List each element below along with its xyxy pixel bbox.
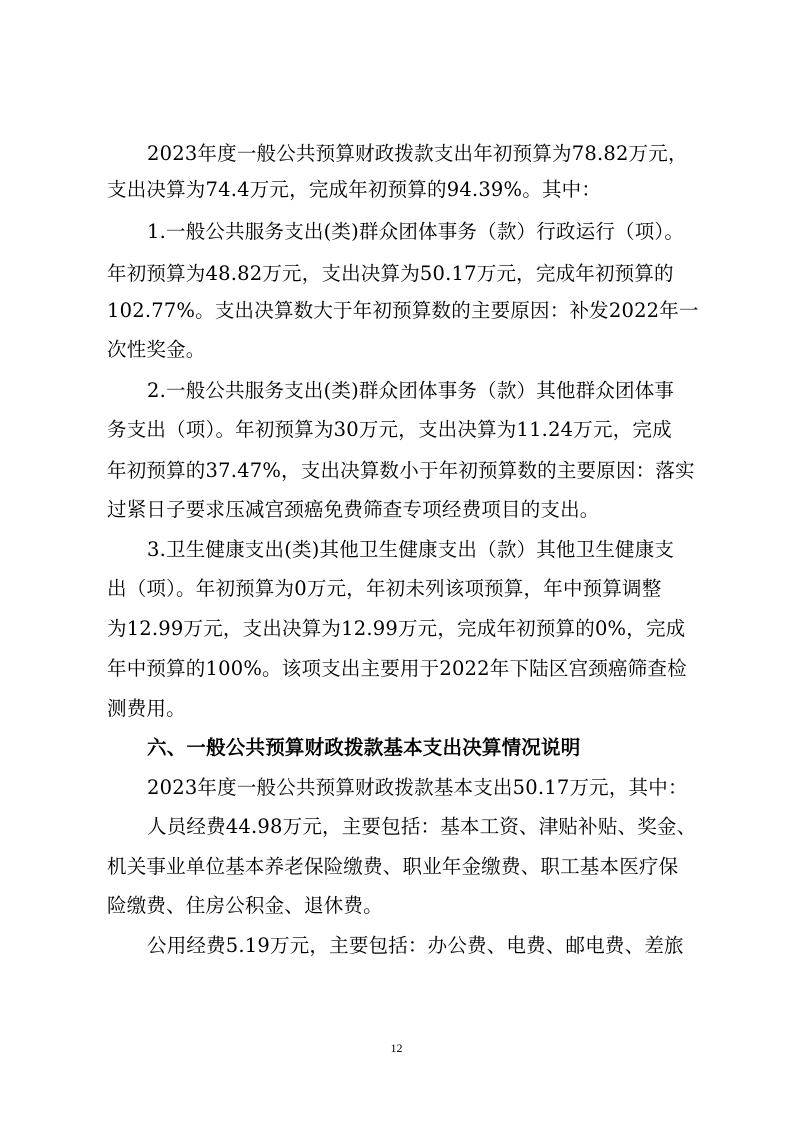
paragraph-line: 人员经费44.98万元，主要包括：基本工资、津贴补贴、奖金、 xyxy=(147,815,697,838)
paragraph-line: 102.77%。支出决算数大于年初预算数的主要原因：补发2022年一 xyxy=(107,299,699,322)
paragraph-line: 年初预算的37.47%，支出决算数小于年初预算数的主要原因：落实 xyxy=(107,459,695,482)
section-heading: 六、一般公共预算财政拨款基本支出决算情况说明 xyxy=(147,736,581,759)
paragraph-line: 公用经费5.19万元，主要包括：办公费、电费、邮电费、差旅 xyxy=(147,934,684,957)
paragraph-line: 年中预算的100%。该项支出主要用于2022年下陆区宫颈癌筛查检 xyxy=(107,657,687,680)
paragraph-line: 机关事业单位基本养老保险缴费、职业年金缴费、职工基本医疗保 xyxy=(107,855,679,878)
paragraph-line: 年初预算为48.82万元，支出决算为50.17万元，完成年初预算的 xyxy=(107,262,674,285)
page-number: 12 xyxy=(390,1041,403,1055)
paragraph-line: 支出决算为74.4万元，完成年初预算的94.39%。其中： xyxy=(107,178,602,201)
paragraph-line: 险缴费、住房公积金、退休费。 xyxy=(107,894,383,917)
paragraph-line: 为12.99万元，支出决算为12.99万元，完成年初预算的0%，完成 xyxy=(107,617,686,640)
paragraph-line: 测费用。 xyxy=(107,697,186,720)
paragraph-line: 2023年度一般公共预算财政拨款支出年初预算为78.82万元， xyxy=(147,142,688,165)
paragraph-line: 2.一般公共服务支出(类)群众团体事务（款）其他群众团体事 xyxy=(147,379,675,402)
paragraph-line: 过紧日子要求压减宫颈癌免费筛查专项经费项目的支出。 xyxy=(107,498,600,521)
paragraph-line: 务支出（项）。年初预算为30万元，支出决算为11.24万元，完成 xyxy=(107,418,672,441)
paragraph-line: 出（项）。年初预算为0万元，年初未列该项预算，年中预算调整 xyxy=(107,577,662,600)
paragraph-line: 3.卫生健康支出(类)其他卫生健康支出（款）其他卫生健康支 xyxy=(147,538,675,561)
paragraph-line: 1.一般公共服务支出(类)群众团体事务（款）行政运行（项）。 xyxy=(147,220,685,243)
paragraph-line: 2023年度一般公共预算财政拨款基本支出50.17万元，其中： xyxy=(147,776,688,799)
paragraph-line: 次性奖金。 xyxy=(107,338,206,361)
